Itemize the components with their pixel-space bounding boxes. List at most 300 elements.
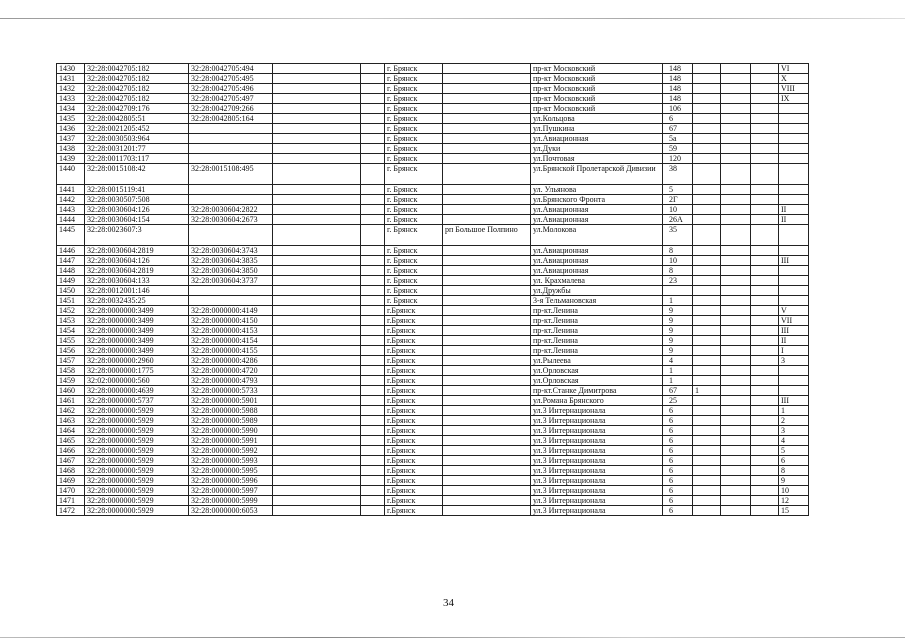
house-cell: 6 — [663, 456, 693, 466]
table-row — [57, 124, 809, 134]
table-row — [57, 185, 809, 195]
row-number: 1445 — [57, 225, 85, 246]
unit-cell: 3 — [779, 356, 809, 366]
row-number: 1442 — [57, 195, 85, 205]
extra-cell — [693, 346, 721, 356]
blank-cell — [273, 84, 361, 94]
extra-cell — [693, 185, 721, 195]
city-cell: г. Брянск — [385, 114, 443, 124]
city-cell: г.Брянск — [385, 366, 443, 376]
blank-cell — [273, 426, 361, 436]
settlement-cell — [443, 256, 531, 266]
blank-cell — [721, 306, 751, 316]
city-cell: г. Брянск — [385, 225, 443, 246]
settlement-cell — [443, 336, 531, 346]
cadastral-number-2: 32:28:0015108:495 — [189, 164, 273, 185]
settlement-cell — [443, 416, 531, 426]
city-cell: г.Брянск — [385, 426, 443, 436]
blank-cell — [361, 366, 385, 376]
blank-cell — [721, 486, 751, 496]
house-cell: 9 — [663, 346, 693, 356]
house-cell: 1 — [663, 376, 693, 386]
table-row — [57, 476, 809, 486]
unit-cell: III — [779, 256, 809, 266]
city-cell: г.Брянск — [385, 326, 443, 336]
extra-cell — [693, 276, 721, 286]
blank-cell — [273, 246, 361, 256]
blank-cell — [721, 326, 751, 336]
blank-cell — [361, 124, 385, 134]
unit-cell: 2 — [779, 416, 809, 426]
table-row — [57, 296, 809, 306]
settlement-cell — [443, 94, 531, 104]
blank-cell — [361, 94, 385, 104]
house-cell: 8 — [663, 246, 693, 256]
street-cell: ул.3 Интернационала — [531, 456, 663, 466]
house-cell: 4 — [663, 356, 693, 366]
street-cell: пр-кт.Ленина — [531, 316, 663, 326]
settlement-cell — [443, 276, 531, 286]
street-cell: ул.Дружбы — [531, 286, 663, 296]
blank-cell — [361, 416, 385, 426]
street-cell: ул.Авиационная — [531, 215, 663, 225]
blank-cell — [751, 225, 779, 246]
unit-cell — [779, 286, 809, 296]
cadastral-number: 32:28:0030604:2819 — [85, 246, 189, 256]
house-cell: 67 — [663, 124, 693, 134]
table-row — [57, 306, 809, 316]
extra-cell — [693, 316, 721, 326]
extra-cell — [693, 436, 721, 446]
unit-cell: 12 — [779, 496, 809, 506]
blank-cell — [721, 456, 751, 466]
row-number: 1465 — [57, 436, 85, 446]
unit-cell: 8 — [779, 466, 809, 476]
cadastral-number-2: 32:28:0000000:4149 — [189, 306, 273, 316]
house-cell: 6 — [663, 466, 693, 476]
extra-cell — [693, 246, 721, 256]
blank-cell — [721, 376, 751, 386]
city-cell: г. Брянск — [385, 134, 443, 144]
settlement-cell — [443, 266, 531, 276]
blank-cell — [361, 266, 385, 276]
blank-cell — [361, 376, 385, 386]
blank-cell — [361, 356, 385, 366]
cadastral-number-2: 32:28:0000000:5901 — [189, 396, 273, 406]
blank-cell — [721, 104, 751, 114]
cadastral-number: 32:28:0030604:133 — [85, 276, 189, 286]
blank-cell — [721, 114, 751, 124]
street-cell: ул.Авиационная — [531, 205, 663, 215]
blank-cell — [273, 296, 361, 306]
blank-cell — [273, 506, 361, 516]
city-cell: г. Брянск — [385, 144, 443, 154]
table-row — [57, 256, 809, 266]
street-cell: пр-кт Московский — [531, 74, 663, 84]
row-number: 1453 — [57, 316, 85, 326]
settlement-cell — [443, 376, 531, 386]
blank-cell — [721, 94, 751, 104]
street-cell: ул.3 Интернационала — [531, 406, 663, 416]
city-cell: г.Брянск — [385, 456, 443, 466]
cadastral-number: 32:28:0012001:146 — [85, 286, 189, 296]
house-cell: 148 — [663, 84, 693, 94]
table-row — [57, 346, 809, 356]
cadastral-number: 32:28:0000000:1775 — [85, 366, 189, 376]
extra-cell — [693, 446, 721, 456]
blank-cell — [751, 366, 779, 376]
street-cell: ул.Авиационная — [531, 256, 663, 266]
unit-cell — [779, 114, 809, 124]
unit-cell: 4 — [779, 436, 809, 446]
street-cell: ул.3 Интернационала — [531, 436, 663, 446]
street-cell: ул.3 Интернационала — [531, 416, 663, 426]
blank-cell — [751, 466, 779, 476]
blank-cell — [361, 84, 385, 94]
blank-cell — [751, 134, 779, 144]
cadastral-number-2: 32:28:0030604:2822 — [189, 205, 273, 215]
table-row — [57, 84, 809, 94]
extra-cell — [693, 94, 721, 104]
blank-cell — [751, 476, 779, 486]
cadastral-number: 32:28:0030604:126 — [85, 205, 189, 215]
cadastral-number: 32:28:0000000:5929 — [85, 476, 189, 486]
blank-cell — [721, 74, 751, 84]
cadastral-number: 32:28:0000000:5929 — [85, 406, 189, 416]
document-page — [56, 63, 808, 516]
settlement-cell — [443, 326, 531, 336]
row-number: 1434 — [57, 104, 85, 114]
house-cell: 6 — [663, 426, 693, 436]
city-cell: г. Брянск — [385, 276, 443, 286]
blank-cell — [273, 406, 361, 416]
street-cell: ул.Рылеева — [531, 356, 663, 366]
settlement-cell — [443, 436, 531, 446]
blank-cell — [361, 185, 385, 195]
blank-cell — [273, 446, 361, 456]
unit-cell: II — [779, 215, 809, 225]
blank-cell — [273, 266, 361, 276]
street-cell: пр-кт.Ленина — [531, 346, 663, 356]
street-cell: ул.Брянского Фронта — [531, 195, 663, 205]
table-row — [57, 336, 809, 346]
unit-cell: III — [779, 396, 809, 406]
extra-cell — [693, 114, 721, 124]
unit-cell: II — [779, 336, 809, 346]
cadastral-number-2: 32:28:0000000:4286 — [189, 356, 273, 366]
blank-cell — [751, 286, 779, 296]
blank-cell — [273, 276, 361, 286]
extra-cell — [693, 296, 721, 306]
unit-cell — [779, 104, 809, 114]
blank-cell — [361, 195, 385, 205]
blank-cell — [361, 336, 385, 346]
cadastral-number: 32:28:0031201:77 — [85, 144, 189, 154]
table-row — [57, 436, 809, 446]
settlement-cell — [443, 64, 531, 74]
blank-cell — [751, 436, 779, 446]
blank-cell — [721, 426, 751, 436]
house-cell: 148 — [663, 64, 693, 74]
extra-cell — [693, 134, 721, 144]
blank-cell — [273, 215, 361, 225]
table-row — [57, 456, 809, 466]
cadastral-number-2: 32:28:0000000:5991 — [189, 436, 273, 446]
cadastral-number-2 — [189, 124, 273, 134]
city-cell: г.Брянск — [385, 506, 443, 516]
cadastral-number: 32:28:0030604:2819 — [85, 266, 189, 276]
unit-cell — [779, 225, 809, 246]
extra-cell — [693, 64, 721, 74]
table-row — [57, 225, 809, 246]
house-cell: 6 — [663, 496, 693, 506]
blank-cell — [751, 205, 779, 215]
house-cell: 120 — [663, 154, 693, 164]
row-number: 1449 — [57, 276, 85, 286]
city-cell: г. Брянск — [385, 94, 443, 104]
extra-cell — [693, 406, 721, 416]
street-cell: ул.Почтовая — [531, 154, 663, 164]
blank-cell — [721, 416, 751, 426]
blank-cell — [273, 195, 361, 205]
cadastral-number: 32:28:0032435:25 — [85, 296, 189, 306]
house-cell: 1 — [663, 296, 693, 306]
row-number: 1443 — [57, 205, 85, 215]
blank-cell — [273, 94, 361, 104]
city-cell: г. Брянск — [385, 296, 443, 306]
street-cell: пр-кт.Станке Димитрова — [531, 386, 663, 396]
unit-cell — [779, 164, 809, 185]
extra-cell — [693, 286, 721, 296]
blank-cell — [361, 466, 385, 476]
cadastral-number-2: 32:28:0000000:5989 — [189, 416, 273, 426]
blank-cell — [721, 446, 751, 456]
street-cell: ул.3 Интернационала — [531, 446, 663, 456]
table-row — [57, 366, 809, 376]
table-row — [57, 215, 809, 225]
blank-cell — [721, 205, 751, 215]
cadastral-number-2 — [189, 225, 273, 246]
extra-cell — [693, 366, 721, 376]
unit-cell: 6 — [779, 456, 809, 466]
house-cell: 6 — [663, 406, 693, 416]
blank-cell — [361, 426, 385, 436]
unit-cell: 10 — [779, 486, 809, 496]
city-cell: г. Брянск — [385, 266, 443, 276]
unit-cell: X — [779, 74, 809, 84]
cadastral-number: 32:28:0000000:4639 — [85, 386, 189, 396]
street-cell: ул.Кольцова — [531, 114, 663, 124]
blank-cell — [751, 246, 779, 256]
unit-cell: IX — [779, 94, 809, 104]
row-number: 1457 — [57, 356, 85, 366]
house-cell: 8 — [663, 266, 693, 276]
blank-cell — [751, 446, 779, 456]
cadastral-number: 32:28:0023607:3 — [85, 225, 189, 246]
blank-cell — [273, 154, 361, 164]
blank-cell — [721, 406, 751, 416]
cadastral-number: 32:28:0000000:3499 — [85, 306, 189, 316]
blank-cell — [751, 124, 779, 134]
city-cell: г.Брянск — [385, 446, 443, 456]
house-cell: 23 — [663, 276, 693, 286]
table-row — [57, 154, 809, 164]
unit-cell: 3 — [779, 426, 809, 436]
blank-cell — [751, 416, 779, 426]
cadastral-number: 32:28:0000000:5929 — [85, 486, 189, 496]
cadastral-number: 32:28:0030604:154 — [85, 215, 189, 225]
house-cell: 10 — [663, 256, 693, 266]
row-number: 1468 — [57, 466, 85, 476]
table-row — [57, 195, 809, 205]
cadastral-number-2 — [189, 185, 273, 195]
city-cell: г. Брянск — [385, 64, 443, 74]
blank-cell — [751, 114, 779, 124]
city-cell: г.Брянск — [385, 466, 443, 476]
blank-cell — [361, 306, 385, 316]
row-number: 1448 — [57, 266, 85, 276]
extra-cell — [693, 154, 721, 164]
blank-cell — [361, 396, 385, 406]
row-number: 1466 — [57, 446, 85, 456]
blank-cell — [721, 225, 751, 246]
unit-cell — [779, 134, 809, 144]
blank-cell — [361, 506, 385, 516]
blank-cell — [751, 406, 779, 416]
settlement-cell — [443, 396, 531, 406]
blank-cell — [751, 376, 779, 386]
blank-cell — [721, 296, 751, 306]
extra-cell — [693, 266, 721, 276]
blank-cell — [361, 134, 385, 144]
blank-cell — [361, 64, 385, 74]
table-row — [57, 356, 809, 366]
city-cell: г.Брянск — [385, 356, 443, 366]
blank-cell — [273, 306, 361, 316]
table-row — [57, 396, 809, 406]
cadastral-number-2: 32:28:0030604:3737 — [189, 276, 273, 286]
city-cell: г. Брянск — [385, 195, 443, 205]
settlement-cell — [443, 296, 531, 306]
settlement-cell — [443, 134, 531, 144]
blank-cell — [721, 396, 751, 406]
blank-cell — [361, 326, 385, 336]
cadastral-number: 32:28:0015108:42 — [85, 164, 189, 185]
street-cell: пр-кт Московский — [531, 104, 663, 114]
settlement-cell — [443, 164, 531, 185]
page-number: 34 — [443, 597, 454, 609]
cadastral-number: 32:28:0021205:452 — [85, 124, 189, 134]
blank-cell — [751, 84, 779, 94]
table-row — [57, 64, 809, 74]
unit-cell — [779, 124, 809, 134]
extra-cell — [693, 506, 721, 516]
table-row — [57, 486, 809, 496]
city-cell: г.Брянск — [385, 476, 443, 486]
blank-cell — [361, 144, 385, 154]
street-cell: пр-кт Московский — [531, 94, 663, 104]
blank-cell — [361, 256, 385, 266]
unit-cell: VI — [779, 64, 809, 74]
house-cell: 6 — [663, 436, 693, 446]
city-cell: г.Брянск — [385, 496, 443, 506]
unit-cell — [779, 386, 809, 396]
table-row — [57, 266, 809, 276]
extra-cell — [693, 164, 721, 185]
settlement-cell — [443, 144, 531, 154]
row-number: 1437 — [57, 134, 85, 144]
cadastral-number: 32:28:0042705:182 — [85, 64, 189, 74]
settlement-cell — [443, 286, 531, 296]
blank-cell — [273, 114, 361, 124]
blank-cell — [751, 316, 779, 326]
house-cell: 59 — [663, 144, 693, 154]
blank-cell — [751, 185, 779, 195]
cadastral-number: 32:28:0042705:182 — [85, 74, 189, 84]
blank-cell — [361, 316, 385, 326]
blank-cell — [721, 215, 751, 225]
cadastral-number: 32:28:0042709:176 — [85, 104, 189, 114]
blank-cell — [751, 306, 779, 316]
blank-cell — [361, 276, 385, 286]
city-cell: г. Брянск — [385, 205, 443, 215]
blank-cell — [721, 436, 751, 446]
table-row — [57, 246, 809, 256]
extra-cell — [693, 205, 721, 215]
row-number: 1435 — [57, 114, 85, 124]
extra-cell — [693, 215, 721, 225]
settlement-cell — [443, 386, 531, 396]
cadastral-number-2: 32:28:0000000:4720 — [189, 366, 273, 376]
blank-cell — [361, 456, 385, 466]
settlement-cell — [443, 74, 531, 84]
house-cell: 9 — [663, 326, 693, 336]
cadastral-number: 32:28:0000000:5929 — [85, 416, 189, 426]
blank-cell — [273, 416, 361, 426]
row-number: 1447 — [57, 256, 85, 266]
cadastral-number-2: 32:28:0000000:5733 — [189, 386, 273, 396]
blank-cell — [273, 496, 361, 506]
row-number: 1440 — [57, 164, 85, 185]
blank-cell — [273, 346, 361, 356]
row-number: 1470 — [57, 486, 85, 496]
house-cell: 6 — [663, 476, 693, 486]
cadastral-number-2: 32:28:0000000:4150 — [189, 316, 273, 326]
table-row — [57, 376, 809, 386]
blank-cell — [751, 215, 779, 225]
table-row — [57, 74, 809, 84]
cadastral-number: 32:28:0000000:5929 — [85, 446, 189, 456]
extra-cell — [693, 476, 721, 486]
blank-cell — [361, 436, 385, 446]
house-cell: 6 — [663, 416, 693, 426]
blank-cell — [361, 296, 385, 306]
city-cell: г.Брянск — [385, 376, 443, 386]
unit-cell: 5 — [779, 446, 809, 456]
row-number: 1464 — [57, 426, 85, 436]
row-number: 1463 — [57, 416, 85, 426]
blank-cell — [751, 94, 779, 104]
city-cell: г.Брянск — [385, 386, 443, 396]
settlement-cell — [443, 104, 531, 114]
city-cell: г.Брянск — [385, 336, 443, 346]
blank-cell — [751, 296, 779, 306]
blank-cell — [751, 266, 779, 276]
row-number: 1460 — [57, 386, 85, 396]
blank-cell — [721, 256, 751, 266]
blank-cell — [273, 486, 361, 496]
city-cell: г.Брянск — [385, 306, 443, 316]
